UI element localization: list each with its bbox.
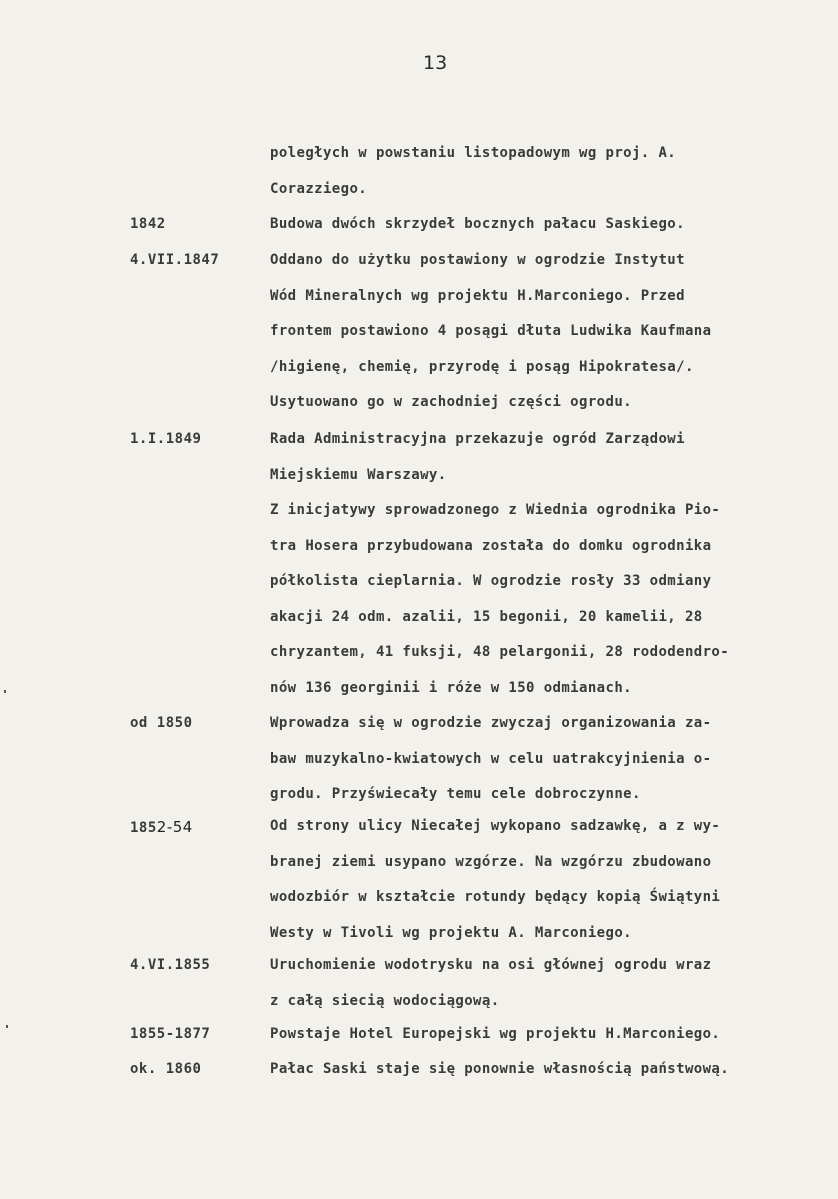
text-line: frontem postawiono 4 posągi dłuta Ludwika Kaufmana: [270, 323, 712, 339]
text-line: Corazziego.: [270, 180, 368, 197]
entry-text: [270, 1026, 720, 1062]
scan-mark: [6, 1025, 8, 1028]
entry-text: [270, 216, 685, 252]
text-line: Powstaje Hotel Europejski wg projektu H.Marconiego.: [270, 1026, 721, 1042]
entry-text: [270, 252, 711, 430]
entry-date-typed: 185: [130, 820, 157, 836]
scan-mark: [4, 690, 6, 693]
entry-text: [270, 818, 720, 960]
text-line: nów 136 georginii i róże w 150 odmianach.: [270, 679, 632, 696]
text-line: akacji 24 odm. azalii, 15 begonii, 20 kamelii, 28: [270, 608, 703, 625]
entry-date-handwritten: 2-54: [156, 818, 193, 836]
entry-date: 1855-1877: [130, 1026, 211, 1042]
entry-date: ok. 1860: [130, 1061, 202, 1077]
text-line: branej ziemi usypano wzgórze. Na wzgórzu zbudowano: [270, 853, 712, 870]
text-line: /higienę, chemię, przyrodę i posąg Hipokratesa/.: [270, 358, 694, 375]
page-number: 13: [423, 52, 448, 74]
entry-date: 4.VI.1855: [130, 957, 211, 973]
text-line: Miejskiemu Warszawy.: [270, 466, 447, 483]
text-line: Rada Administracyjna przekazuje ogród Zarządowi: [270, 431, 685, 447]
text-line: z całą siecią wodociągową.: [270, 992, 500, 1009]
entry-date: [130, 818, 193, 836]
text-line: Wprowadza się w ogrodzie zwyczaj organizowania za-: [270, 715, 712, 731]
entry-text: [270, 502, 729, 715]
text-line: chryzantem, 41 fuksji, 48 pelargonii, 28 rododendro-: [270, 644, 730, 660]
entry-text: [270, 431, 685, 502]
text-line: Z inicjatywy sprowadzonego z Wiednia ogrodnika Pio-: [270, 502, 721, 518]
entry-text: [270, 957, 711, 1028]
entry-text: [270, 1061, 729, 1097]
text-line: Wód Mineralnych wg projektu H.Marconiego. Przed: [270, 287, 685, 304]
entry-date: od 1850: [130, 715, 193, 731]
text-line: Oddano do użytku postawiony w ogrodzie Instytut: [270, 252, 685, 268]
text-line: grodu. Przyświecały temu cele dobroczynne.: [270, 786, 641, 802]
text-line: Od strony ulicy Niecałej wykopano sadzawkę, a z wy-: [270, 818, 721, 834]
text-line: półkolista cieplarnia. W ogrodzie rosły 33 odmiany: [270, 573, 712, 589]
text-line: baw muzykalno-kwiatowych w celu uatrakcyjnienia o-: [270, 750, 712, 767]
text-line: Uruchomienie wodotrysku na osi głównej ogrodu wraz: [270, 957, 712, 973]
text-line: poległych w powstaniu listopadowym wg proj. A.: [270, 145, 677, 161]
entry-date: 1.I.1849: [130, 431, 202, 447]
entry-text: [270, 145, 676, 216]
text-line: tra Hosera przybudowana została do domku ogrodnika: [270, 537, 712, 554]
text-line: Westy w Tivoli wg projektu A. Marconiego.: [270, 924, 632, 941]
text-line: Budowa dwóch skrzydeł bocznych pałacu Saskiego.: [270, 216, 685, 232]
entry-date: 1842: [130, 216, 166, 232]
text-line: wodozbiór w kształcie rotundy będący kopią Świątyni: [270, 889, 721, 905]
entry-date: 4.VII.1847: [130, 252, 220, 268]
entry-text: [270, 715, 711, 822]
text-line: Usytuowano go w zachodniej części ogrodu.: [270, 394, 632, 410]
text-line: Pałac Saski staje się ponownie własnością państwową.: [270, 1061, 730, 1077]
